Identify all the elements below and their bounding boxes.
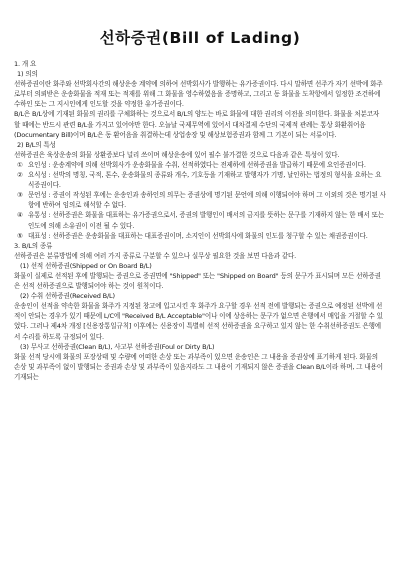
subsection-definition-heading: 1) 의의: [17, 70, 38, 79]
list-item-text: 요인성 : 운송계약에 의해 선박회사가 운송화물을 수취, 선적하였다는 전제하에 선하증권을 발급하기 때문에 요인증권이다.: [28, 160, 366, 169]
types-intro: 선하증권은 분류방법에 의해 여러 가지 종류로 구분할 수 있으나 실무상 필요한 것을 보면 다음과 같다.: [14, 251, 297, 260]
list-marker: ③: [17, 191, 23, 200]
type-1-text: 화물이 실제로 선적된 후에 발행되는 증권으로 증권면에 "Shipped" 또는 "Shipped on Board" 등의 문구가 표시되며 모든 선하증권은 선적 선하증권으로 발행되어야 하는 것이 원칙이다.: [14, 271, 381, 291]
type-3-text: 화물 선적 당시에 화물의 포장상태 및 수량에 어떠한 손상 또는 과부족이 있으면 운송인은 그 내용을 증권상에 표기하게 된다. 화물의 손상 및 과부족이 없이 발행되는 증권과 손상 및 과부족이 있음지라도 그 내용이 기재되지 않은 증권을 Clean B/L이라 하며, 그 내용이 기재되는: [14, 352, 383, 381]
list-item: [14, 170, 386, 190]
type-2-text: 운송인이 선적을 약속한 화물을 화주가 지정된 창고에 입고시킨 후 화주가 요구할 경우 선적 전에 발행되는 증권으로 예정된 선박에 선적이 안되는 경우가 있기 때문에 L/C에 "Received B/L Acceptable"이나 이에 상응하는 문구가 없으면 은행에서 매입을 거절할 수 있었다. 그러나 제4차 개정 [신용장통일규칙] 이후에는 신용장이 특별히 선적 선하증권을 요구하고 있지 않는 한 수취선하증권도 은행에서 수리를 하도록 규정되어 있다.: [14, 302, 383, 341]
list-item: [14, 231, 386, 241]
characteristics-intro: 선하증권은 육상운송의 화물 상환증보다 널리 쓰이며 해상운송에 있어 필수 불가결한 것으로 다음과 같은 특성이 있다.: [14, 150, 340, 159]
document-body: [14, 59, 386, 382]
type-1-heading: (1) 선적 선하증권(Shipped or On Board B/L): [20, 261, 152, 270]
section-3-heading: 3. B/L의 종류: [14, 241, 53, 250]
list-marker: ①: [17, 160, 23, 169]
list-item-text: 요식성 : 선박의 명칭, 국적, 톤수, 운송화물의 종류와 개수, 기호등을 기재하고 발행자가 기명, 날인하는 법정의 형식을 요하는 요식증권이다.: [28, 171, 382, 190]
list-item-text: 문언성 : 증권이 작성된 후에는 운송인과 송하인의 의무는 증권상에 명기된 문언에 의해 이행되어야 하며 그 이외의 것은 명기된 사항에 반하여 임의로 해석할 수 없다.: [28, 191, 386, 210]
type-2-heading: (2) 수취 선하증권(Received B/L): [20, 292, 115, 301]
list-item-text: 유통성 : 선하증권은 화물을 대표하는 유가증권으로서, 증권의 발행인이 배서의 금지를 뜻하는 문구를 기재하지 않는 한 배서 또는 인도에 의해 소유권이 이전 될 수 있다.: [28, 211, 384, 230]
list-marker: ④: [17, 211, 23, 220]
list-item: [14, 190, 386, 210]
type-3-heading: (3) 무사고 선하증권(Clean B/L), 사고부 선하증권(Foul or Dirty B/L): [20, 342, 215, 351]
section-1-heading: 1. 개 요: [14, 60, 37, 68]
list-marker: ⑤: [17, 231, 23, 240]
list-item: [14, 210, 386, 230]
subsection-characteristics-heading: 2) B/L의 특성: [17, 140, 56, 149]
list-item-text: 대표성 : 선하증권은 운송화물을 대표하는 대표증권이며, 소지인이 선박회사에 화물의 인도를 청구할 수 있는 채권증권이다.: [28, 231, 368, 240]
definition-paragraph-2: B/L은 B/L상에 기재된 화물의 권리를 구체화하는 것으로서 B/L의 양도는 바로 화물에 대한 권리의 이전을 의미한다. 화물을 처분코자 할 때에는 반드시 관련 B/L을 가지고 있어야만 한다. 오늘날 국제무역에 있어서 대차결제 수단의 국제적 관례는 통상 화환취어음(Documentary Bill)이며 B/L은 동 환어음을 취결하는데 상업송장 및 해상보험증권과 함께 그 기본이 되는 서류이다.: [14, 110, 380, 139]
definition-paragraph-1: 선하증권이란 화주와 선박회사간의 해상운송 계약에 의하여 선박회사가 발행하는 유가증권이다. 다시 말하면 선주가 자기 선박에 화주로부터 의뢰받은 운송화물을 적재 또는 적재를 위해 그 화물을 영수하였음을 증명하고, 그리고 동 화물을 도착항에서 일정한 조건하에 수하인 또는 그 지시인에게 인도할 것을 약정한 유가증권이다.: [14, 80, 383, 109]
list-item: [14, 160, 386, 170]
document-title: 선하증권(Bill of Lading): [99, 29, 301, 47]
list-marker: ②: [17, 171, 23, 180]
